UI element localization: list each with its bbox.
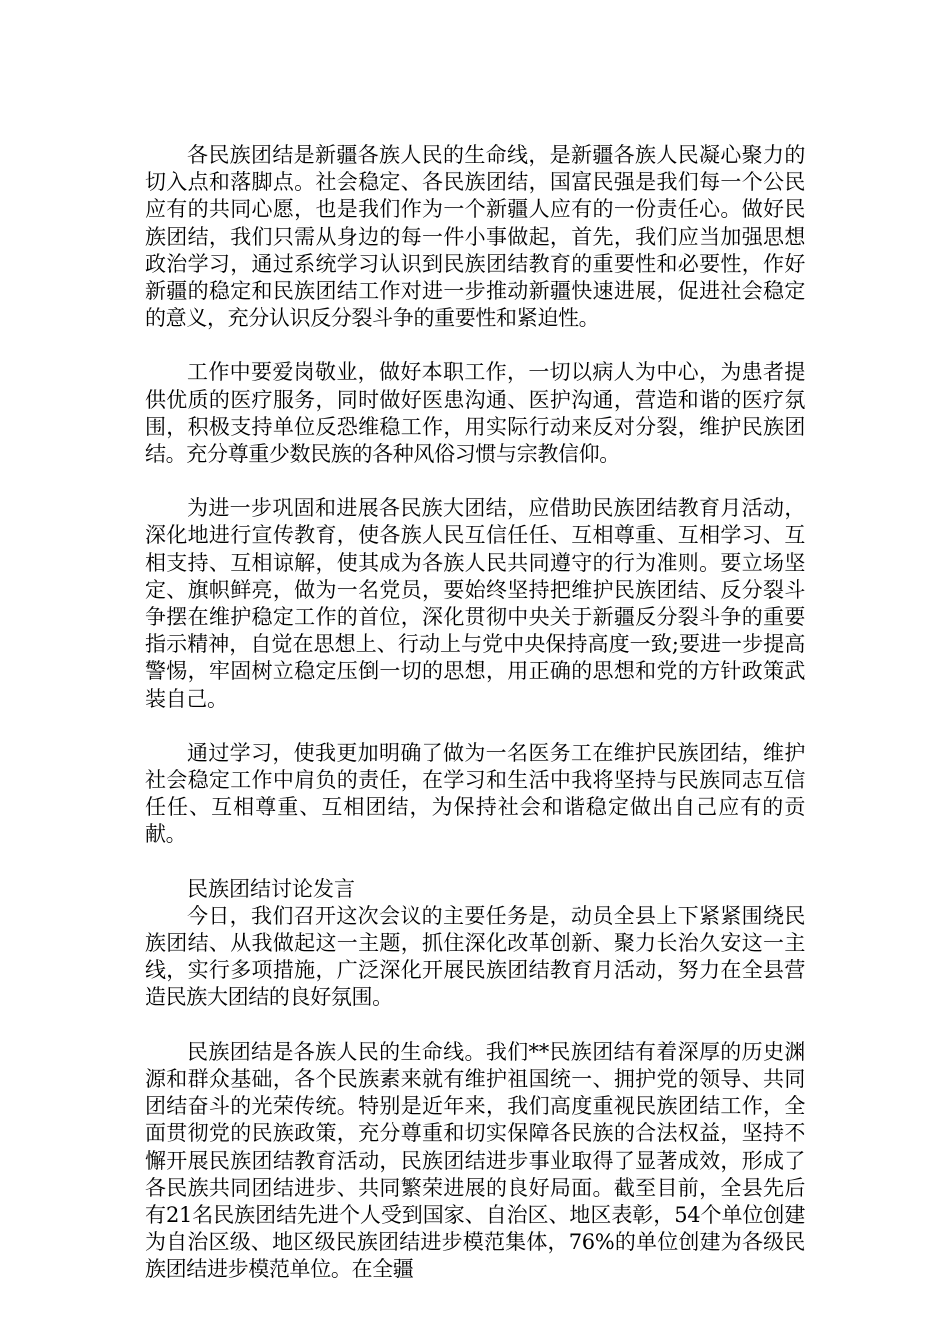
body-paragraph-2: 工作中要爱岗敬业，做好本职工作，一切以病人为中心，为患者提供优质的医疗服务，同时做好医患沟通、医护沟通，营造和谐的医疗氛围，积极支持单位反恐维稳工作，用实际行动来反对分裂，维护民族团结。充分尊重少数民族的各种风俗习惯与宗教信仰。 xyxy=(145,360,805,467)
section-title: 民族团结讨论发言 xyxy=(187,876,355,901)
paragraph-gap xyxy=(145,1012,805,1039)
paragraph-gap xyxy=(145,713,805,740)
section-paragraph-1: 今日，我们召开这次会议的主要任务是，动员全县上下紧紧围绕民族团结、从我做起这一主题，抓住深化改革创新、聚力长治久安这一主线，实行多项措施，广泛深化开展民族团结教育月活动，努力在全县营造民族大团结的良好氛围。 xyxy=(145,903,805,1010)
paragraph-gap xyxy=(145,849,805,876)
body-paragraph-4: 通过学习，使我更加明确了做为一名医务工在维护民族团结，维护社会稳定工作中肩负的责任，在学习和生活中我将坚持与民族同志互信任任、互相尊重、互相团结，为保持社会和谐稳定做出自己应有的贡献。 xyxy=(145,740,805,847)
document-page xyxy=(145,142,805,1284)
body-paragraph-3: 为进一步巩固和进展各民族大团结，应借助民族团结教育月活动，深化地进行宣传教育，使各族人民互信任任、互相尊重、互相学习、互相支持、互相谅解，使其成为各族人民共同遵守的行为准则。要立场坚定、旗帜鲜亮，做为一名党员，要始终坚持把维护民族团结、反分裂斗争摆在维护稳定工作的首位，深化贯彻中央关于新疆反分裂斗争的重要指示精神，自觉在思想上、行动上与党中央保持高度一致;要进一步提高警惕，牢固树立稳定压倒一切的思想，用正确的思想和党的方针政策武装自己。 xyxy=(145,496,805,711)
paragraph-gap xyxy=(145,332,805,359)
body-paragraph-1: 各民族团结是新疆各族人民的生命线，是新疆各族人民凝心聚力的切入点和落脚点。社会稳定、各民族团结，国富民强是我们每一个公民应有的共同心愿，也是我们作为一个新疆人应有的一份责任心。做好民族团结，我们只需从身边的每一件小事做起，首先，我们应当加强思想政治学习，通过系统学习认识到民族团结教育的重要性和必要性，作好新疆的稳定和民族团结工作对进一步推动新疆快速进展，促进社会稳定的意义，充分认识反分裂斗争的重要性和紧迫性。 xyxy=(145,143,805,331)
section-paragraph-2: 民族团结是各族人民的生命线。我们**民族团结有着深厚的历史渊源和群众基础，各个民族素来就有维护祖国统一、拥护党的领导、共同团结奋斗的光荣传统。特别是近年来，我们高度重视民族团结工作，全面贯彻党的民族政策，充分尊重和切实保障各民族的合法权益，坚持不懈开展民族团结教育活动，民族团结进步事业取得了显著成效，形成了各民族共同团结进步、共同繁荣进展的良好局面。截至目前，全县先后有21名民族团结先进个人受到国家、自治区、地区表彰，54个单位创建为自治区级、地区级民族团结进步模范集体，76%的单位创建为各级民族团结进步模范单位。在全疆 xyxy=(145,1039,805,1282)
paragraph-gap xyxy=(145,468,805,495)
